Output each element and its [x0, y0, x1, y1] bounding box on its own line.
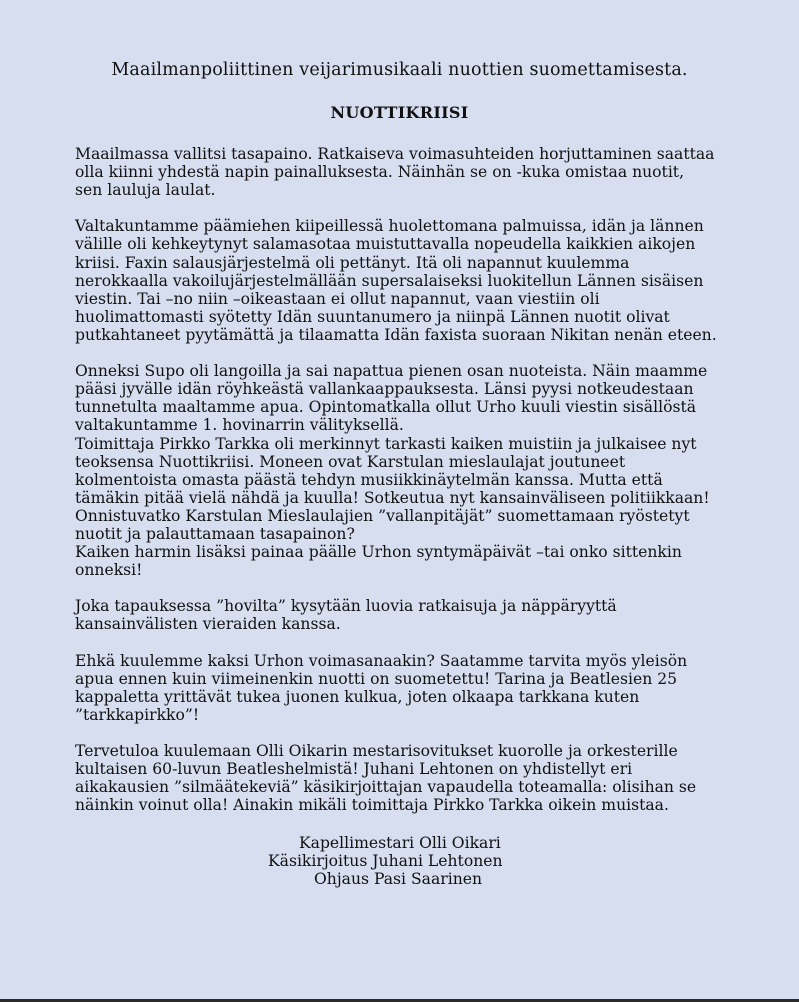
text-line: tunnetulta maaltamme apua. Opintomatkalla ollut Urho kuuli viestin sisällöstä — [75, 398, 697, 417]
text-line: olla kiinni yhdestä napin painalluksesta. Näinhän se on -kuka omistaa nuotit, — [75, 163, 685, 182]
text-line: näinkin voinut olla! Ainakin mikäli toimittaja Pirkko Tarkka oikein muistaa. — [75, 796, 669, 815]
text-line: onneksi! — [75, 561, 143, 580]
paragraph — [75, 217, 735, 344]
text-line: pääsi jyvälle idän röyhkeästä vallankaappauksesta. Länsi pyysi notkeudestaan — [75, 380, 694, 399]
paragraph — [75, 362, 735, 579]
document-subtitle: Maailmanpoliittinen veijarimusikaali nuottien suomettamisesta. — [111, 60, 688, 80]
text-line: kultaisen 60-luvun Beatleshelmistä! Juhani Lehtonen on yhdistellyt eri — [75, 760, 633, 779]
text-line: ”tarkkapirkko”! — [75, 705, 200, 724]
text-line: kappaletta yrittävät tukea juonen kulkua, joten olkaapa tarkkana kuten — [75, 687, 640, 706]
paragraph — [75, 597, 735, 633]
text-line: teoksensa Nuottikriisi. Moneen ovat Karstulan mieslaulajat joutuneet — [75, 452, 626, 471]
text-line: putkahtaneet pyytämättä ja tilaamatta Idän faxista suoraan Nikitan nenän eteen. — [75, 325, 717, 344]
text-line: Onneksi Supo oli langoilla ja sai napattua pienen osan nuoteista. Näin maamme — [75, 362, 708, 381]
credit-director: Ohjaus Pasi Saarinen — [314, 870, 483, 889]
text-line: Maailmassa vallitsi tasapaino. Ratkaiseva voimasuhteiden horjuttaminen saattaa — [75, 145, 715, 163]
credits-block — [0, 834, 799, 888]
text-line: aikakausien ”silmäätekeviä” käsikirjoittajan vapaudella toteamalla: olisihan se — [75, 778, 697, 797]
text-line: Joka tapauksessa ”hovilta” kysytään luovia ratkaisuja ja näppäryyttä — [75, 597, 617, 616]
text-line: sen lauluja laulat. — [75, 181, 216, 200]
credit-conductor: Kapellimestari Olli Oikari — [299, 834, 501, 852]
text-line: kansainvälisten vieraiden kanssa. — [75, 615, 341, 634]
text-line: Tervetuloa kuulemaan Olli Oikarin mestarisovitukset kuorolle ja orkesterille — [75, 742, 678, 761]
text-line: huolimattomasti syötetty Idän suuntanumero ja niinpä Lännen nuotit olivat — [75, 307, 670, 326]
text-line: Valtakuntamme päämiehen kiipeillessä huolettomana palmuissa, idän ja lännen — [75, 217, 704, 236]
text-line: välille oli kehkeytynyt salamasotaa muistuttavalla nopeudella kaikkien aikojen — [75, 235, 696, 254]
paragraph — [75, 742, 735, 814]
text-line: valtakuntamme 1. hovinarrin välityksellä. — [75, 416, 404, 435]
text-line: apua ennen kuin viimeinenkin nuotti on suometettu! Tarina ja Beatlesien 25 — [75, 669, 678, 688]
credit-script: Käsikirjoitus Juhani Lehtonen — [268, 852, 503, 871]
text-line: tämäkin pitää vielä nähdä ja kuulla! Sotkeutua nyt kansainväliseen politiikkaan! — [75, 488, 710, 507]
text-line: viestin. Tai –no niin –oikeastaan ei ollut napannut, vaan viestiin oli — [75, 289, 600, 308]
text-line: Toimittaja Pirkko Tarkka oli merkinnyt tarkasti kaiken muistiin ja julkaisee nyt — [75, 434, 697, 453]
text-line: kolmentoista omasta päästä tehdyn musiikkinäytelmän kanssa. Mutta että — [75, 470, 663, 489]
document-title: NUOTTIKRIISI — [330, 103, 469, 122]
text-line: Onnistuvatko Karstulan Mieslaulajien ”vallanpitäjät” suomettamaan ryöstetyt — [75, 506, 690, 525]
text-line: Kaiken harmin lisäksi painaa päälle Urhon syntymäpäivät –tai onko sittenkin — [75, 543, 682, 562]
text-line: Ehkä kuulemme kaksi Urhon voimasanaakin? Saatamme tarvita myös yleisön — [75, 651, 688, 670]
text-line: nerokkaalla vakoilujärjestelmällään supersalaiseksi luokitellun Lännen sisäisen — [75, 271, 704, 290]
text-line: nuotit ja palauttamaan tasapainon? — [75, 524, 355, 543]
paragraph — [75, 145, 735, 199]
text-line: kriisi. Faxin salausjärjestelmä oli pettänyt. Itä oli napannut kuulemma — [75, 253, 630, 272]
paragraph — [75, 652, 735, 724]
document-body — [75, 145, 735, 833]
